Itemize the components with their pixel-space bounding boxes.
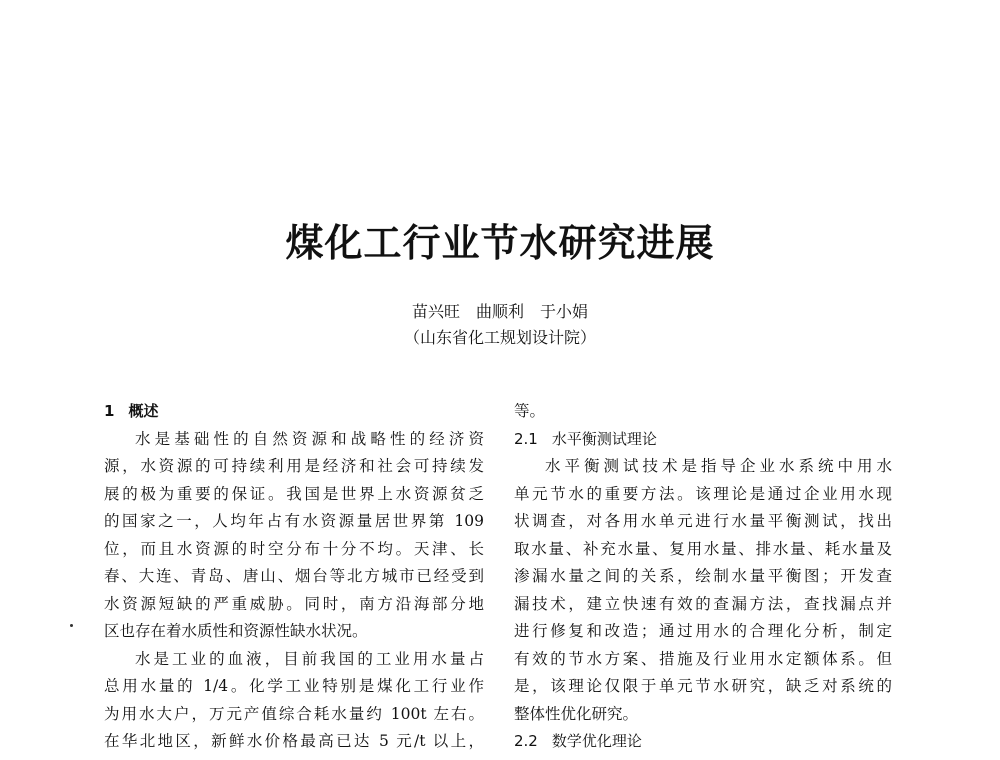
body-line: 春、大连、青岛、唐山、烟台等北方城市已经受到	[104, 567, 484, 585]
body-line: 进行修复和改造；通过用水的合理化分析，制定	[514, 622, 892, 640]
margin-dot	[70, 624, 73, 627]
author-affiliation: （山东省化工规划设计院）	[403, 328, 596, 347]
body-line: 总用水量的 1/4。化学工业特别是煤化工行业作	[104, 677, 484, 695]
section-heading-2-1	[514, 426, 892, 454]
body-line: 水资源短缺的严重威胁。同时，南方沿海部分地	[104, 594, 484, 613]
body-line: 的国家之一，人均年占有水资源量居世界第 109	[104, 512, 484, 530]
body-line: 是，该理论仅限于单元节水研究，缺乏对系统的	[514, 677, 892, 695]
section-heading-1	[104, 398, 484, 426]
section-number: 2.2	[514, 732, 538, 750]
body-line: 漏技术，建立快速有效的查漏方法，查找漏点并	[514, 594, 892, 613]
paper-title: 煤化工行业节水研究进展	[285, 220, 715, 265]
author-list	[0, 300, 1000, 324]
body-line: 有效的节水方案、措施及行业用水定额体系。但	[514, 649, 892, 668]
body-line: 渗漏水量之间的关系，绘制水量平衡图；开发查	[514, 567, 892, 585]
body-line: 整体性优化研究。	[514, 704, 639, 723]
author-name: 于小娟	[540, 302, 589, 321]
body-line: 源，水资源的可持续利用是经济和社会可持续发	[104, 457, 484, 475]
body-line: 区也存在着水质性和资源性缺水状况。	[104, 622, 368, 640]
right-column	[514, 398, 892, 756]
author-name: 曲顺利	[475, 302, 524, 321]
body-line: 水是工业的血液，目前我国的工业用水量占	[135, 649, 484, 668]
body-line: 展的极为重要的保证。我国是世界上水资源贫乏	[104, 484, 484, 503]
author-name: 苗兴旺	[411, 302, 460, 321]
section-title: 水平衡测试理论	[551, 429, 657, 448]
section-heading-2-2	[514, 728, 892, 756]
body-line: 取水量、补充水量、复用水量、排水量、耗水量及	[514, 539, 892, 558]
body-line: 水平衡测试技术是指导企业水系统中用水	[545, 457, 892, 475]
section-number: 1	[104, 402, 115, 420]
section-title: 概述	[128, 402, 159, 420]
body-line: 位，而且水资源的时空分布十分不均。天津、长	[104, 539, 484, 558]
body-line: 水是基础性的自然资源和战略性的经济资	[135, 429, 484, 448]
body-line: 等。	[514, 402, 546, 420]
body-line: 状调查，对各用水单元进行水量平衡测试，找出	[514, 512, 892, 530]
body-line: 在华北地区，新鲜水价格最高已达 5 元/t 以上，	[104, 732, 484, 750]
body-line: 为用水大户，万元产值综合耗水量约 100t 左右。	[104, 704, 484, 723]
left-column	[104, 398, 484, 756]
section-title: 数学优化理论	[551, 732, 642, 750]
body-line: 单元节水的重要方法。该理论是通过企业用水现	[514, 484, 892, 503]
section-number: 2.1	[514, 429, 538, 448]
